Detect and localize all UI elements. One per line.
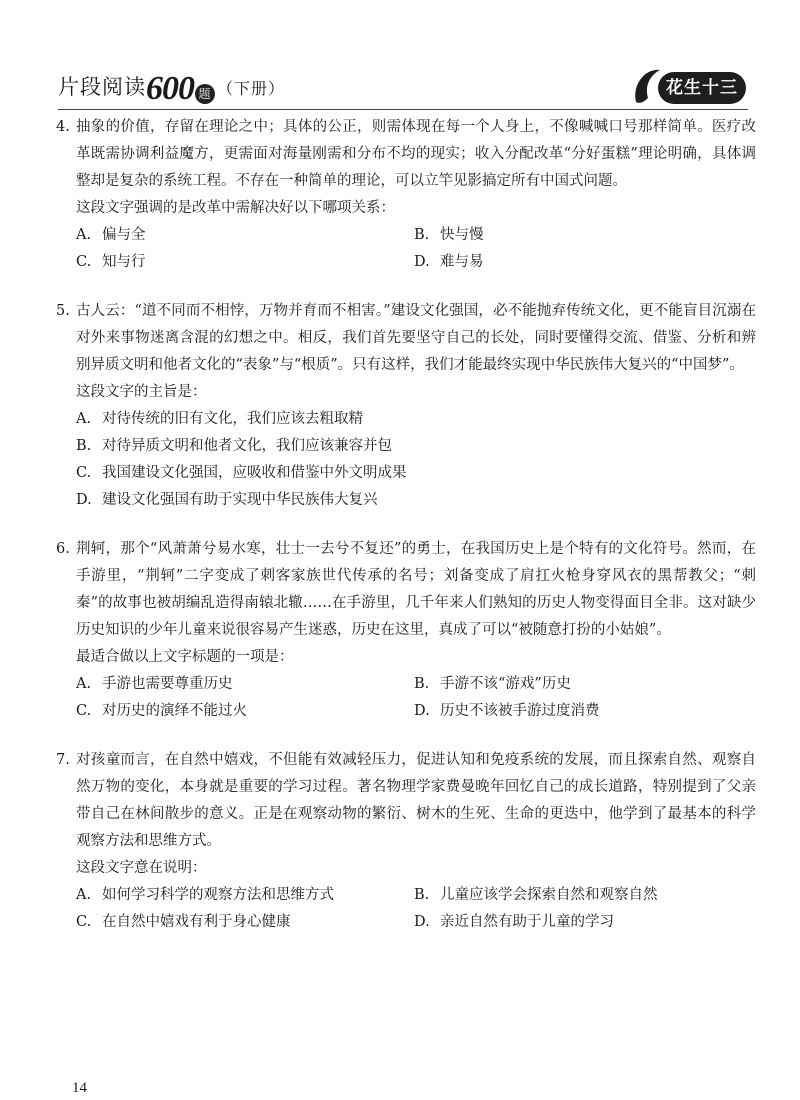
book-title-prefix: 片段阅读	[58, 75, 146, 99]
option-letter: D.	[414, 914, 430, 930]
question-prompt: 最适合做以上文字标题的一项是：	[76, 649, 294, 665]
book-title-number: 600	[146, 70, 194, 107]
question-7	[56, 747, 756, 936]
option-c	[76, 909, 414, 936]
option-c	[76, 460, 756, 487]
option-text: 对历史的演绎不能过火	[102, 703, 247, 719]
option-b	[76, 433, 756, 460]
option-text: 如何学习科学的观察方法和思维方式	[102, 887, 334, 903]
option-text: 亲近自然有助于儿童的学习	[440, 914, 614, 930]
option-letter: C.	[76, 703, 92, 719]
option-text: 快与慢	[440, 227, 484, 243]
option-a	[76, 882, 414, 909]
page-header	[58, 64, 748, 110]
option-text: 手游不该“游戏”历史	[440, 676, 571, 692]
question-stem: 抽象的价值，存留在理论之中；具体的公正，则需体现在每一个人身上，不像喊喊口号那样简单。医疗改革既需协调利益魔方，更需面对海量刚需和分布不均的现实；收入分配改革“分好蛋糕”理论明确，具体调整却是复杂的系统工程。不存在一种简单的理论，可以立竿见影搞定所有中国式问题。	[76, 119, 756, 189]
question-number: 7.	[56, 752, 70, 768]
question-stem: 荆轲，那个“风萧萧兮易水寒，壮士一去兮不复还”的勇士，在我国历史上是个特有的文化符号。然而，在手游里，“荆轲”二字变成了刺客家族世代传承的名号；刘备变成了肩扛火枪身穿风衣的黑帮教父；“刺秦”的故事也被胡编乱造得南辕北辙……在手游里，几千年来人们熟知的历史人物变得面目全非。这对缺少历史知识的少年儿童来说很容易产生迷惑，历史在这里，真成了可以“被随意打扮的小姑娘”。	[76, 541, 756, 638]
option-letter: B.	[76, 438, 92, 454]
option-a	[76, 406, 756, 433]
option-text: 建设文化强国有助于实现中华民族伟大复兴	[102, 492, 378, 508]
option-b	[414, 671, 756, 698]
question-stem: 对孩童而言，在自然中嬉戏，不但能有效减轻压力，促进认知和免疫系统的发展，而且探索自然、观察自然万物的变化，本身就是重要的学习过程。著名物理学家费曼晚年回忆自己的成长道路，特别提到了父亲带自己在林间散步的意义。正是在观察动物的繁衍、树木的生死、生命的更迭中，他学到了最基本的科学观察方法和思维方式。	[76, 752, 756, 849]
option-text: 在自然中嬉戏有利于身心健康	[102, 914, 291, 930]
question-stem: 古人云：“道不同而不相悖，万物并育而不相害。”建设文化强国，必不能抛弃传统文化，更不能盲目沉溺在对外来事物迷离含混的幻想之中。相反，我们首先要坚守自己的长处，同时要懂得交流、借鉴、分析和辨别异质文明和他者文化的“表象”与“根质”。只有这样，我们才能最终实现中华民族伟大复兴的“中国梦”。	[76, 303, 756, 373]
option-c	[76, 249, 414, 276]
option-d	[414, 698, 756, 725]
option-list	[56, 406, 756, 514]
option-text: 对待异质文明和他者文化，我们应该兼容并包	[102, 438, 392, 454]
question-prompt: 这段文字强调的是改革中需解决好以下哪项关系：	[76, 200, 395, 216]
option-text: 知与行	[102, 254, 146, 270]
option-text: 手游也需要尊重历史	[102, 676, 233, 692]
book-title-badge: 题	[195, 84, 215, 104]
option-letter: A.	[76, 676, 92, 692]
brand-label: 花生十三	[658, 72, 746, 104]
option-letter: C.	[76, 465, 92, 481]
option-b	[414, 222, 756, 249]
option-list	[56, 671, 756, 725]
option-list	[56, 882, 756, 936]
question-prompt: 这段文字意在说明：	[76, 860, 207, 876]
option-a	[76, 671, 414, 698]
question-number: 4.	[56, 119, 70, 135]
question-prompt: 这段文字的主旨是：	[76, 384, 207, 400]
book-title-volume: （下册）	[217, 79, 286, 98]
question-number: 6.	[56, 541, 70, 557]
option-letter: B.	[414, 227, 430, 243]
option-letter: A.	[76, 227, 92, 243]
option-b	[414, 882, 756, 909]
option-d	[414, 249, 756, 276]
option-text: 我国建设文化强国，应吸收和借鉴中外文明成果	[102, 465, 407, 481]
question-list	[56, 114, 756, 958]
question-5	[56, 298, 756, 514]
question-6	[56, 536, 756, 725]
question-4	[56, 114, 756, 276]
option-c	[76, 698, 414, 725]
option-text: 儿童应该学会探索自然和观察自然	[440, 887, 658, 903]
question-number: 5.	[56, 303, 70, 319]
option-text: 对待传统的旧有文化，我们应该去粗取精	[102, 411, 363, 427]
option-list	[56, 222, 756, 276]
option-text: 历史不该被手游过度消费	[440, 703, 600, 719]
option-letter: C.	[76, 914, 92, 930]
option-letter: D.	[414, 703, 430, 719]
option-letter: A.	[76, 887, 92, 903]
option-text: 偏与全	[102, 227, 146, 243]
option-letter: D.	[414, 254, 430, 270]
option-letter: A.	[76, 411, 92, 427]
option-letter: C.	[76, 254, 92, 270]
option-d	[414, 909, 756, 936]
option-d	[76, 487, 756, 514]
option-a	[76, 222, 414, 249]
page-number: 14	[72, 1080, 87, 1096]
header-divider	[58, 109, 748, 110]
option-letter: B.	[414, 887, 430, 903]
option-letter: B.	[414, 676, 430, 692]
option-letter: D.	[76, 492, 92, 508]
brand-logo	[630, 64, 748, 110]
book-title	[58, 70, 285, 108]
option-text: 难与易	[440, 254, 484, 270]
